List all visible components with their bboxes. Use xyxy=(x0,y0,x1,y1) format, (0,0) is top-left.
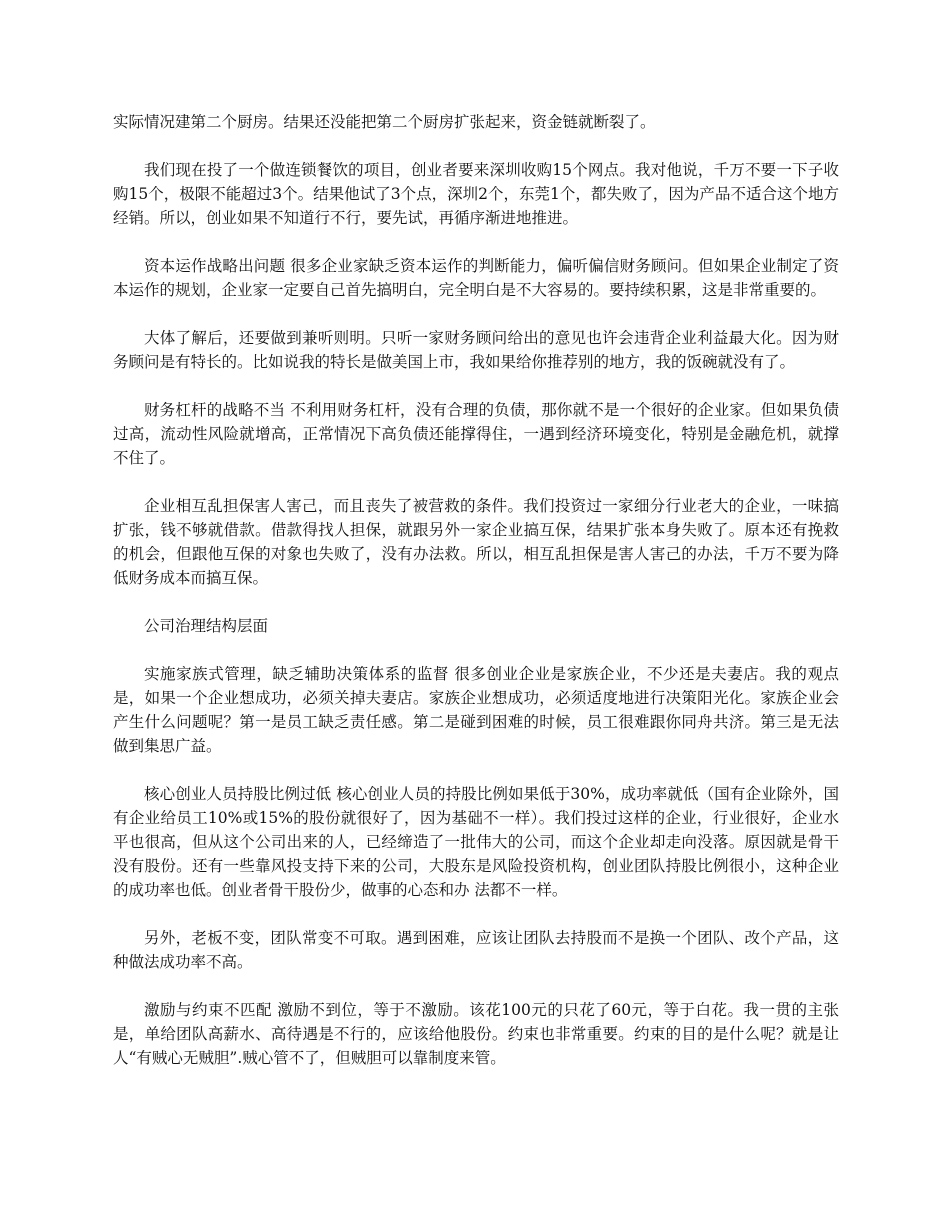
paragraph-3: 资本运作战略出问题 很多企业家缺乏资本运作的判断能力，偏听偏信财务顾问。但如果企业制定了资本运作的规划，企业家一定要自己首先搞明白，完全明白是不大容易的。要持续积累，这是非常重要的。 xyxy=(113,257,839,299)
paragraph-9: 另外，老板不变，团队常变不可取。遇到困难，应该让团队去持股而不是换一个团队、改个产品，这种做法成功率不高。 xyxy=(113,929,839,971)
paragraph-6: 企业相互乱担保害人害己，而且丧失了被营救的条件。我们投资过一家细分行业老大的企业，一味搞扩张，钱不够就借款。借款得找人担保，就跟另外一家企业搞互保，结果扩张本身失败了。原本还有挽救的机会，但跟他互保的对象也失败了，没有办法救。所以，相互乱担保是害人害己的办法，千万不要为降低财务成本而搞互保。 xyxy=(113,497,839,587)
paragraph-8: 核心创业人员持股比例过低 核心创业人员的持股比例如果低于30%，成功率就低（国有企业除外，国有企业给员工10%或15%的股份就很好了，因为基础不一样）。我们投过这样的企业，行业很好，企业水平也很高，但从这个公司出来的人，已经缔造了一批伟大的公司，而这个企业却走向没落。原因就是骨干没有股份。还有一些靠风投支持下来的公司，大股东是风险投资机构，创业团队持股比例很小，这种企业的成功率也低。创业者骨干股份少，做事的心态和办 法都不一样。 xyxy=(113,785,839,899)
paragraph-7: 实施家族式管理，缺乏辅助决策体系的监督 很多创业企业是家族企业，不少还是夫妻店。我的观点是，如果一个企业想成功，必须关掉夫妻店。家族企业想成功，必须适度地进行决策阳光化。家族企业会产生什么问题呢？第一是员工缺乏责任感。第二是碰到困难的时候，员工很难跟你同舟共济。第三是无法做到集思广益。 xyxy=(113,665,839,755)
document-body xyxy=(113,110,839,1094)
paragraph-1: 实际情况建第二个厨房。结果还没能把第二个厨房扩张起来，资金链就断裂了。 xyxy=(113,113,656,131)
section-heading: 公司治理结构层面 xyxy=(144,617,269,635)
paragraph-2: 我们现在投了一个做连锁餐饮的项目，创业者要来深圳收购15个网点。我对他说，千万不要一下子收购15个，极限不能超过3个。结果他试了3个点，深圳2个，东莞1个，都失败了，因为产品不适合这个地方经销。所以，创业如果不知道行不行，要先试，再循序渐进地推进。 xyxy=(113,161,839,227)
paragraph-4: 大体了解后，还要做到兼听则明。只听一家财务顾问给出的意见也许会违背企业利益最大化。因为财务顾问是有特长的。比如说我的特长是做美国上市，我如果给你推荐别的地方，我的饭碗就没有了。 xyxy=(113,329,839,371)
paragraph-10: 激励与约束不匹配 激励不到位，等于不激励。该花100元的只花了60元，等于白花。我一贯的主张是，单给团队高薪水、高待遇是不行的，应该给他股份。约束也非常重要。约束的目的是什么呢？就是让人“有贼心无贼胆”.贼心管不了，但贼胆可以靠制度来管。 xyxy=(113,1001,839,1067)
paragraph-5: 财务杠杆的战略不当 不利用财务杠杆，没有合理的负债，那你就不是一个很好的企业家。但如果负债过高，流动性风险就增高，正常情况下高负债还能撑得住，一遇到经济环境变化，特别是金融危机，就撑不住了。 xyxy=(113,401,839,467)
